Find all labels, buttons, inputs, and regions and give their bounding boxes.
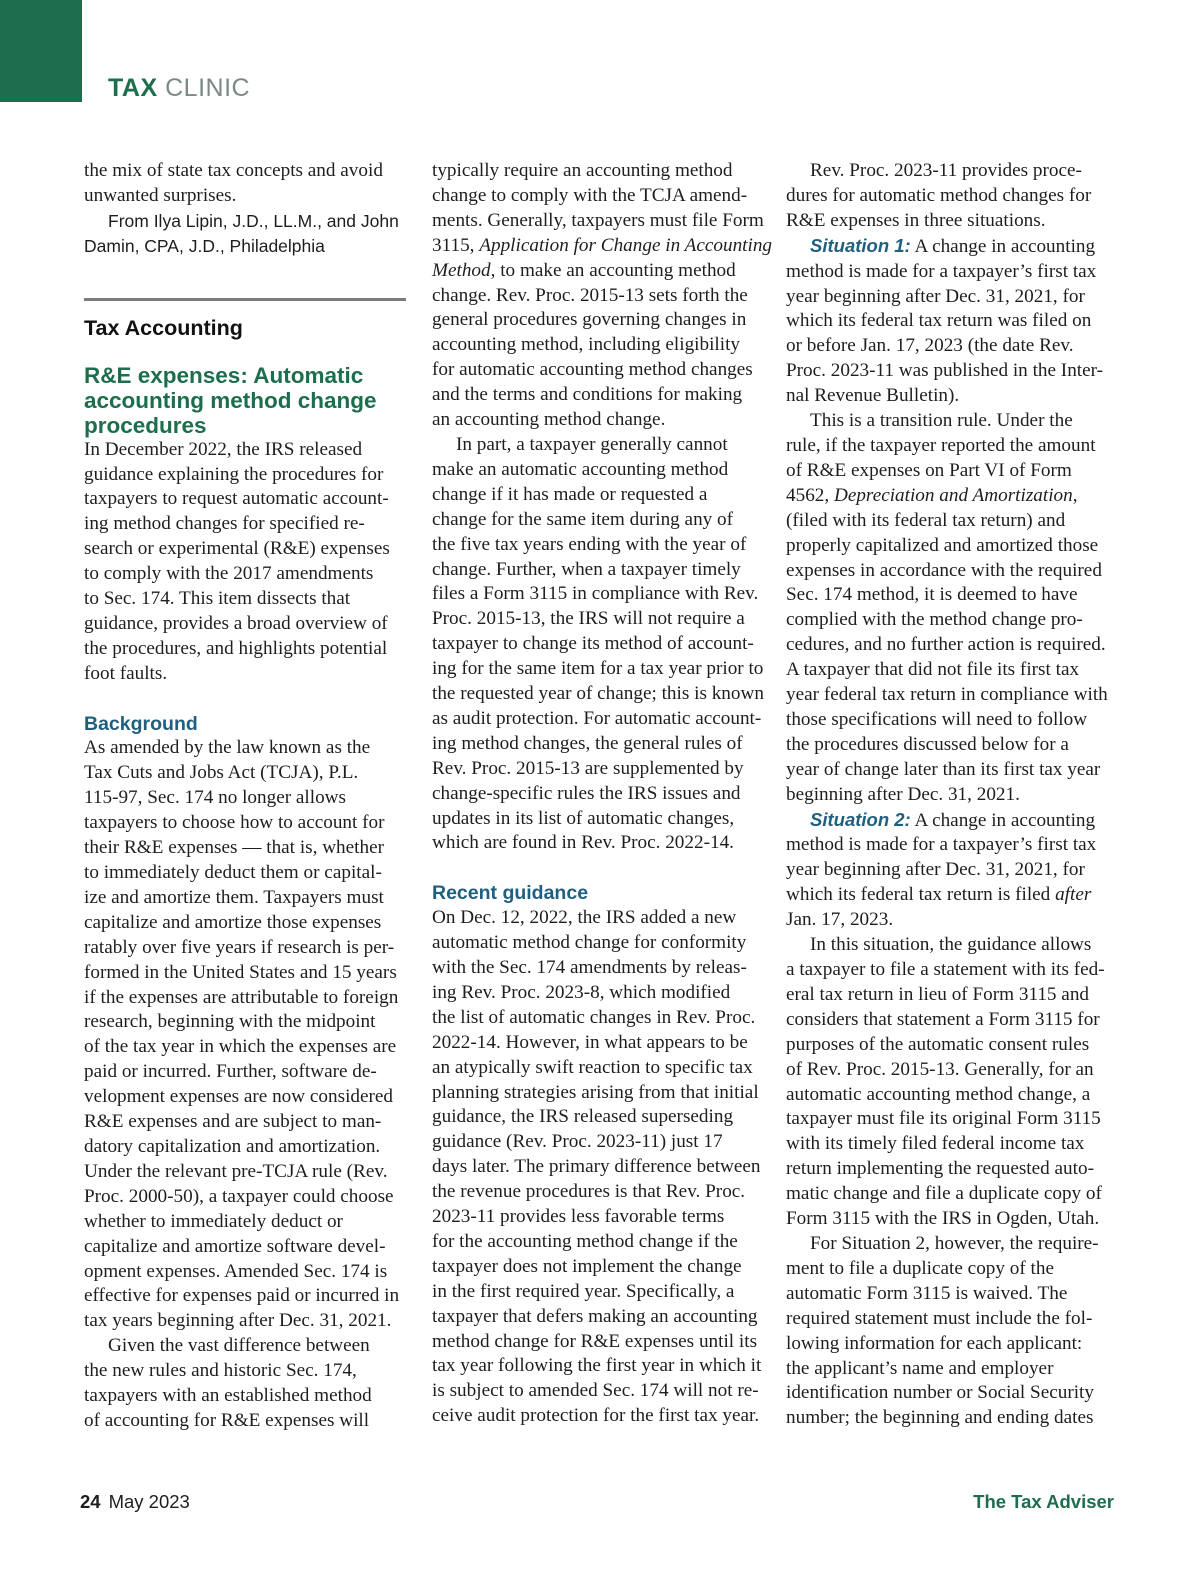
- text-line: Jan. 17, 2023.: [786, 909, 894, 931]
- text-line: the five tax years ending with the year of: [432, 533, 747, 555]
- text-line: As amended by the law known as the: [84, 737, 371, 759]
- text-line: method is made for a taxpayer’s first tax: [786, 834, 1097, 856]
- text-line: dures for automatic method changes for: [786, 184, 1092, 206]
- text-line: change for the same item during any of: [432, 508, 734, 530]
- text-line: as audit protection. For automatic account-: [432, 707, 762, 729]
- text-line: Rev. Proc. 2023-11 provides proce-: [810, 160, 1082, 181]
- text-line: planning strategies arising from that initial: [432, 1081, 759, 1103]
- headline-line: procedures: [84, 412, 207, 438]
- headline-line: accounting method change: [84, 387, 377, 413]
- transition-rule-rest: [786, 509, 1118, 808]
- section-header-bold: TAX: [108, 74, 158, 102]
- column-1: [84, 159, 406, 1434]
- text-line: R&E expenses in three situations.: [786, 209, 1046, 231]
- duplicate-copy-paragraph: [786, 1232, 1118, 1431]
- text-line: general procedures governing changes in: [432, 309, 747, 331]
- footer-page-info: [80, 1491, 190, 1513]
- text-line: formed in the United States and 15 years: [84, 961, 397, 983]
- recent-guidance-heading: Recent guidance: [432, 882, 589, 905]
- text-line: change if it has made or requested a: [432, 483, 708, 505]
- text-line: R&E expenses and are subject to man-: [84, 1111, 382, 1133]
- section-title: Tax Accounting: [84, 315, 243, 340]
- text-line: taxpayer must file its original Form 3115: [786, 1108, 1101, 1130]
- text-line: ratably over five years if research is per-: [84, 936, 395, 958]
- text-line: method is made for a taxpayer’s first tax: [786, 260, 1097, 282]
- text-line: an atypically swift reaction to specific tax: [432, 1056, 753, 1078]
- text-line: expenses in accordance with the required: [786, 559, 1102, 581]
- text-line: taxpayer to change its method of account-: [432, 633, 754, 655]
- text-line: identification number or Social Security: [786, 1382, 1094, 1404]
- text-line: Proc. 2000-50), a taxpayer could choose: [84, 1185, 394, 1207]
- text-line: of Rev. Proc. 2015-13. Generally, for an: [786, 1058, 1094, 1080]
- text-line: the procedures, and highlights potential: [84, 637, 388, 659]
- text-line: year beginning after Dec. 31, 2021, for: [786, 859, 1085, 881]
- situation-1-label: Situation 1:: [810, 234, 911, 256]
- paragraph-audit-protection: [432, 433, 762, 856]
- text-line: change to comply with the TCJA amend-: [432, 184, 748, 206]
- text-line: This is a transition rule. Under the: [810, 410, 1073, 432]
- situation-2-label: Situation 2:: [810, 808, 911, 830]
- text-line: cedures, and no further action is required.: [786, 634, 1106, 656]
- text-line: accounting method, including eligibility: [432, 334, 741, 356]
- background-paragraph: [84, 736, 406, 1334]
- text-line: which its federal tax return was filed on: [786, 310, 1092, 332]
- text-line: taxpayer does not implement the change: [432, 1255, 742, 1277]
- situation-1-lead: Situation 1: A change in accounting: [810, 234, 1096, 257]
- text-line: For Situation 2, however, the require-: [810, 1232, 1099, 1254]
- text-line: if the expenses are attributable to foreign: [84, 986, 399, 1008]
- text-line: beginning after Dec. 31, 2021.: [786, 783, 1020, 805]
- text-line: A taxpayer that did not file its first tax: [786, 659, 1080, 681]
- text-line: purposes of the automatic consent rules: [786, 1033, 1090, 1055]
- text-line: rule, if the taxpayer reported the amount: [786, 434, 1096, 456]
- text-line: Given the vast difference between: [108, 1335, 370, 1357]
- text-line: files a Form 3115 in compliance with Rev.: [432, 583, 759, 605]
- text-line: ments. Generally, taxpayers must file Form: [432, 209, 764, 231]
- text-line: automatic method change for conformity: [432, 932, 747, 954]
- text-line: automatic Form 3115 is waived. The: [786, 1282, 1068, 1304]
- text-line: typically require an accounting method: [432, 160, 733, 181]
- text-line: which its federal tax return is filed after: [786, 884, 1092, 906]
- transition-rule-paragraph: [786, 409, 1118, 484]
- text-line: opment expenses. Amended Sec. 174 is: [84, 1260, 388, 1282]
- text-line: guidance, the IRS released superseding: [432, 1106, 734, 1128]
- text-line: or before Jan. 17, 2023 (the date Rev.: [786, 335, 1074, 357]
- intro-continuation: [84, 159, 406, 209]
- text-line: 2023-11 provides less favorable terms: [432, 1206, 725, 1228]
- lead-paragraph: [84, 438, 406, 687]
- text-line: those specifications will need to follow: [786, 708, 1088, 730]
- text-line: return implementing the requested auto-: [786, 1158, 1094, 1180]
- text-line: ment to file a duplicate copy of the: [786, 1257, 1054, 1279]
- text-line: ize and amortize them. Taxpayers must: [84, 886, 384, 908]
- text-line: the requested year of change; this is known: [432, 683, 764, 705]
- text-line: Under the relevant pre-TCJA rule (Rev.: [84, 1160, 388, 1182]
- text-line: the list of automatic changes in Rev. Proc.: [432, 1006, 756, 1028]
- text-line: effective for expenses paid or incurred in: [84, 1285, 400, 1307]
- text-line: ing Rev. Proc. 2023-8, which modified: [432, 981, 731, 1003]
- text-line: year of change later than its first tax year: [786, 758, 1101, 780]
- text-line: matic change and file a duplicate copy of: [786, 1183, 1102, 1205]
- text-line: tax year following the first year in which it: [432, 1355, 762, 1377]
- text-line: ceive audit protection for the first tax year.: [432, 1405, 760, 1427]
- publication-name: The Tax Adviser: [973, 1491, 1114, 1512]
- byline-line: Damin, CPA, J.D., Philadelphia: [84, 235, 325, 256]
- text-line: the applicant’s name and employer: [786, 1357, 1054, 1379]
- text-line: required statement must include the fol-: [786, 1307, 1093, 1329]
- text-line: whether to immediately deduct or: [84, 1210, 343, 1232]
- text-line: 115-97, Sec. 174 no longer allows: [84, 787, 347, 809]
- text-line: search or experimental (R&E) expenses: [84, 538, 390, 560]
- section-header: [108, 74, 250, 103]
- text-line: to comply with the 2017 amendments: [84, 563, 374, 585]
- text-line: Sec. 174 method, it is deemed to have: [786, 584, 1078, 606]
- text-line: complied with the method change pro-: [786, 609, 1083, 631]
- text-line: the revenue procedures is that Rev. Proc.: [432, 1181, 746, 1203]
- text-line: with its timely filed federal income tax: [786, 1133, 1085, 1155]
- text-line: is subject to amended Sec. 174 will not re-: [432, 1380, 759, 1402]
- text-line: to immediately deduct them or capital-: [84, 862, 382, 884]
- closing-paragraph: [84, 1334, 406, 1434]
- text-line: taxpayer that defers making an accounting: [432, 1305, 758, 1327]
- situation-2-paragraph: [786, 833, 1118, 883]
- text-line: automatic accounting method change, a: [786, 1083, 1091, 1105]
- background-heading: Background: [84, 712, 198, 735]
- text-line: guidance (Rev. Proc. 2023-11) just 17: [432, 1131, 723, 1153]
- text-line: 4562, Depreciation and Amortization,: [786, 484, 1078, 506]
- text-line: considers that statement a Form 3115 for: [786, 1008, 1100, 1030]
- text-line: guidance explaining the procedures for: [84, 463, 384, 485]
- text-line: number; the beginning and ending dates: [786, 1407, 1094, 1429]
- text-line: ing for the same item for a tax year prior to: [432, 658, 764, 680]
- text-line: capitalize and amortize those expenses: [84, 911, 382, 933]
- page-number: 24: [80, 1491, 101, 1512]
- text-line: foot faults.: [84, 662, 168, 684]
- author-byline: [84, 209, 406, 259]
- text-line: updates in its list of automatic changes,: [432, 807, 735, 829]
- text-line: On Dec. 12, 2022, the IRS added a new: [432, 907, 737, 929]
- text-line: which are found in Rev. Proc. 2022-14.: [432, 832, 734, 854]
- text-line: capitalize and amortize software devel-: [84, 1235, 386, 1257]
- text-line: unwanted surprises.: [84, 184, 237, 206]
- paragraph-three-situations: [786, 159, 1118, 234]
- text-line: of R&E expenses on Part VI of Form: [786, 459, 1072, 481]
- section-header-light: CLINIC: [165, 74, 251, 102]
- text-line: days later. The primary difference between: [432, 1156, 761, 1178]
- column-3: [786, 159, 1118, 1431]
- text-line: the new rules and historic Sec. 174,: [84, 1360, 357, 1382]
- text-line: guidance, provides a broad overview of: [84, 612, 388, 634]
- situation-1-paragraph: [786, 260, 1118, 409]
- recent-guidance-paragraph: [432, 906, 762, 1429]
- paragraph-form-3115-rest: [432, 284, 762, 433]
- text-line: 2022-14. However, in what appears to be: [432, 1031, 748, 1053]
- text-line: taxpayers with an established method: [84, 1385, 372, 1407]
- text-line: the procedures discussed below for a: [786, 733, 1069, 755]
- text-line: Tax Cuts and Jobs Act (TCJA), P.L.: [84, 762, 359, 784]
- paragraph-form-3115: [432, 159, 762, 234]
- text-line: of the tax year in which the expenses are: [84, 1036, 397, 1058]
- text-line: Form 3115 with the IRS in Ogden, Utah.: [786, 1208, 1100, 1230]
- headline-line: R&E expenses: Automatic: [84, 362, 364, 388]
- text-line: to Sec. 174. This item dissects that: [84, 588, 351, 610]
- text-line: tax years beginning after Dec. 31, 2021.: [84, 1310, 392, 1332]
- text-line: eral tax return in lieu of Form 3115 and: [786, 983, 1090, 1005]
- text-line: paid or incurred. Further, software de-: [84, 1061, 377, 1083]
- situation-2-lead: Situation 2: A change in accounting: [810, 808, 1096, 831]
- text-line: Method, to make an accounting method: [432, 259, 736, 281]
- text-line: In part, a taxpayer generally cannot: [456, 433, 728, 455]
- text-line: change-specific rules the IRS issues and: [432, 782, 741, 804]
- text-line: change. Further, when a taxpayer timely: [432, 558, 741, 580]
- text-line: make an automatic accounting method: [432, 458, 729, 480]
- text-line: ing method changes, the general rules of: [432, 732, 743, 754]
- byline-line: From Ilya Lipin, J.D., LL.M., and John: [108, 210, 399, 231]
- text-line: Rev. Proc. 2015-13 are supplemented by: [432, 757, 744, 779]
- text-line: and the terms and conditions for making: [432, 384, 743, 406]
- text-line: In December 2022, the IRS released: [84, 438, 363, 460]
- text-line: the mix of state tax concepts and avoid: [84, 160, 383, 181]
- text-line: Proc. 2015-13, the IRS will not require a: [432, 608, 745, 630]
- text-line: in the first required year. Specifically, a: [432, 1280, 735, 1302]
- text-line: method change for R&E expenses until its: [432, 1330, 758, 1352]
- text-line: of accounting for R&E expenses will: [84, 1409, 370, 1431]
- text-line: a taxpayer to file a statement with its fed-: [786, 959, 1105, 980]
- text-line: lowing information for each applicant:: [786, 1332, 1083, 1354]
- text-line: ing method changes for specified re-: [84, 513, 365, 535]
- text-line: year federal tax return in compliance with: [786, 684, 1108, 706]
- section-divider: [84, 298, 406, 301]
- text-line: change. Rev. Proc. 2015-13 sets forth the: [432, 284, 748, 306]
- text-line: with the Sec. 174 amendments by releas-: [432, 956, 747, 978]
- column-2: [432, 159, 773, 1429]
- text-line: 3115, Application for Change in Accounting: [432, 234, 773, 256]
- text-line: for automatic accounting method changes: [432, 359, 753, 381]
- text-line: In this situation, the guidance allows: [810, 934, 1092, 956]
- text-line: for the accounting method change if the: [432, 1230, 738, 1252]
- article-headline: [84, 363, 406, 438]
- text-line: Proc. 2023-11 was published in the Inter-: [786, 360, 1104, 382]
- situation-2-guidance-paragraph: [786, 933, 1118, 1232]
- issue-date: May 2023: [108, 1491, 190, 1512]
- text-line: an accounting method change.: [432, 409, 666, 431]
- text-line: year beginning after Dec. 31, 2021, for: [786, 285, 1085, 307]
- text-line: (filed with its federal tax return) and: [786, 509, 1066, 531]
- text-line: taxpayers to choose how to account for: [84, 812, 385, 834]
- text-line: taxpayers to request automatic account-: [84, 488, 389, 510]
- text-line: velopment expenses are now considered: [84, 1086, 394, 1108]
- text-line: nal Revenue Bulletin).: [786, 385, 960, 407]
- text-line: their R&E expenses — that is, whether: [84, 837, 385, 859]
- text-line: properly capitalized and amortized those: [786, 534, 1099, 556]
- section-color-tab: [0, 0, 82, 102]
- text-line: datory capitalization and amortization.: [84, 1135, 381, 1157]
- text-line: research, beginning with the midpoint: [84, 1011, 376, 1033]
